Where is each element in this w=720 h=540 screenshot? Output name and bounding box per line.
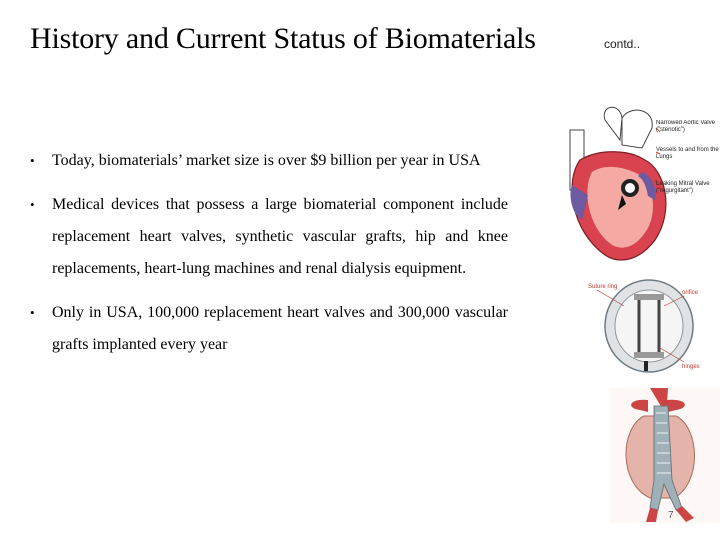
bullet-dot-icon: • (30, 305, 35, 320)
bullet-item (30, 297, 508, 361)
bullet-text: Today, biomaterials’ market size is over $9 billion per year in USA (52, 152, 481, 169)
bullet-dot-icon: • (30, 153, 35, 168)
heart-diagram (560, 100, 720, 265)
bullet-item (30, 189, 508, 285)
bullet-dot-icon: • (30, 197, 35, 212)
slide-number: 7 (668, 510, 674, 521)
bullet-list (30, 145, 508, 373)
valve-label-suture: Suture ring (588, 284, 618, 290)
valve-label-orifice: orifice (682, 290, 699, 296)
heart-label-vessels: Vessels to and from the Lungs (656, 147, 719, 160)
heart-label-aortic: Narrowed Aortic Valve ("stenotic") (656, 120, 715, 133)
bullet-text: Medical devices that possess a large biomaterial component include replacement heart valves, synthetic vascular grafts, hip and knee replacements, heart-lung machines and renal dialysis equipment. (52, 196, 508, 277)
valve-label-hinges: hinges (682, 364, 700, 370)
vascular-graft-image (610, 388, 720, 523)
heart-valve-image (574, 276, 720, 376)
heart-label-mitral: Leaking Mitral Valve ("regurgitant") (656, 181, 710, 194)
bullet-text: Only in USA, 100,000 replacement heart valves and 300,000 vascular grafts implanted every year (52, 304, 508, 353)
slide-title: History and Current Status of Biomaterials (30, 22, 536, 55)
contd-label: contd.. (604, 37, 641, 51)
bullet-item (30, 145, 508, 177)
